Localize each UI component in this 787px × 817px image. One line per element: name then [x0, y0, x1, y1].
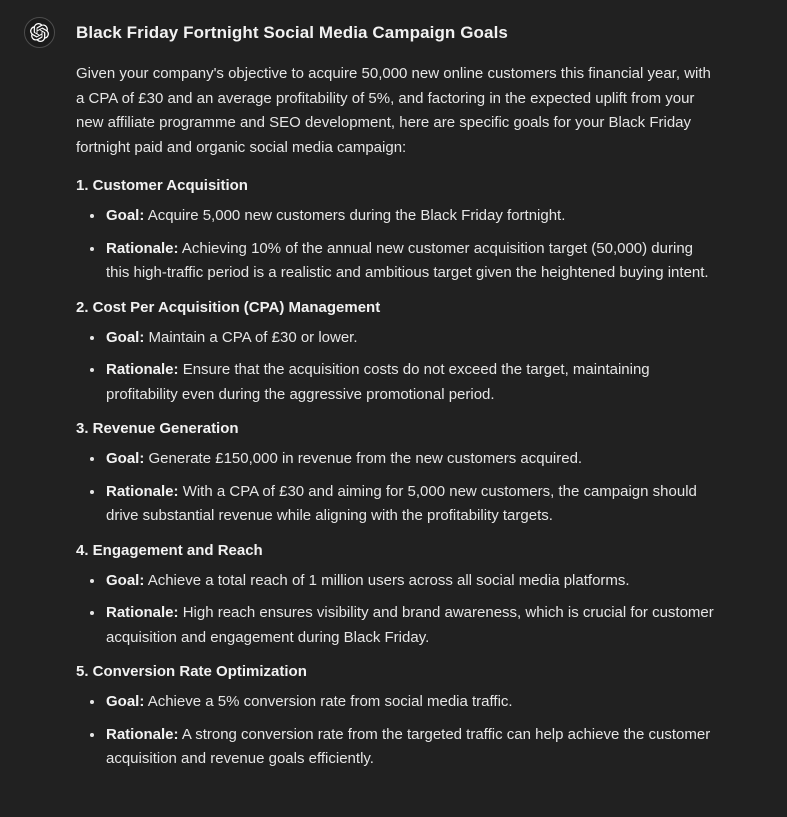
- bullet-label: Goal:: [106, 693, 145, 710]
- section-heading: 4. Engagement and Reach: [76, 541, 263, 559]
- bullet-item: [105, 358, 716, 407]
- bullet-item: [105, 480, 716, 529]
- bullet-item: [105, 447, 716, 472]
- bullet-text: Maintain a CPA of £30 or lower.: [148, 328, 358, 346]
- bullet-item: [105, 601, 716, 650]
- bullet-label: Rationale:: [106, 604, 179, 621]
- message-title: Black Friday Fortnight Social Media Campaign Goals: [76, 23, 508, 42]
- section-bullet-list: [76, 569, 716, 651]
- bullet-text: A strong conversion rate from the targeted traffic can help achieve the customer acquisition and revenue goals efficiently.: [106, 725, 711, 767]
- bullet-text: Acquire 5,000 new customers during the Black Friday fortnight.: [147, 207, 566, 224]
- bullet-label: Goal:: [106, 571, 145, 589]
- assistant-avatar: [24, 17, 55, 48]
- goal-sections: [76, 174, 716, 772]
- section-bullet-list: [76, 204, 716, 286]
- bullet-label: Rationale:: [106, 361, 179, 378]
- section-heading: 3. Revenue Generation: [76, 420, 239, 437]
- bullet-text: Achieving 10% of the annual new customer acquisition target (50,000) during this high-traffic period is a realistic and ambitious target given the heightened buying intent.: [106, 239, 709, 281]
- section-bullet-list: [76, 690, 716, 772]
- section-heading: 5. Conversion Rate Optimization: [76, 663, 307, 680]
- bullet-item: [105, 204, 716, 229]
- bullet-item: [105, 690, 716, 715]
- bullet-label: Goal:: [106, 328, 145, 346]
- bullet-label: Rationale:: [106, 239, 179, 257]
- bullet-item: [105, 237, 716, 286]
- bullet-text: With a CPA of £30 and aiming for 5,000 new customers, the campaign should drive substantial revenue while aligning with the profitability targets.: [106, 482, 697, 524]
- bullet-label: Goal:: [106, 207, 145, 224]
- bullet-label: Rationale:: [106, 725, 179, 743]
- openai-logo-icon: [30, 23, 49, 42]
- bullet-text: Generate £150,000 in revenue from the new customers acquired.: [148, 450, 583, 467]
- section-bullet-list: [76, 326, 716, 408]
- message-content: [76, 17, 716, 780]
- bullet-item: [105, 723, 716, 772]
- section-heading: 1. Customer Acquisition: [76, 177, 248, 194]
- bullet-item: [105, 326, 716, 351]
- bullet-text: Achieve a 5% conversion rate from social media traffic.: [147, 693, 513, 710]
- bullet-text: Achieve a total reach of 1 million users across all social media platforms.: [147, 571, 630, 589]
- bullet-text: High reach ensures visibility and brand awareness, which is crucial for customer acquisition and engagement during Black Friday.: [106, 604, 714, 646]
- section-bullet-list: [76, 447, 716, 529]
- bullet-text: Ensure that the acquisition costs do not exceed the target, maintaining profitability even during the aggressive promotional period.: [106, 361, 650, 403]
- bullet-label: Goal:: [106, 450, 145, 467]
- intro-paragraph: Given your company's objective to acquire 50,000 new online customers this financial year, with a CPA of £30 and an average profitability of 5%, and factoring in the expected uplift from your new affiliate programme and SEO development, here are specific goals for your Black Friday fortnight paid and organic social media campaign:: [76, 65, 711, 156]
- section-heading: 2. Cost Per Acquisition (CPA) Management: [76, 298, 381, 316]
- bullet-label: Rationale:: [106, 482, 179, 500]
- bullet-item: [105, 569, 716, 594]
